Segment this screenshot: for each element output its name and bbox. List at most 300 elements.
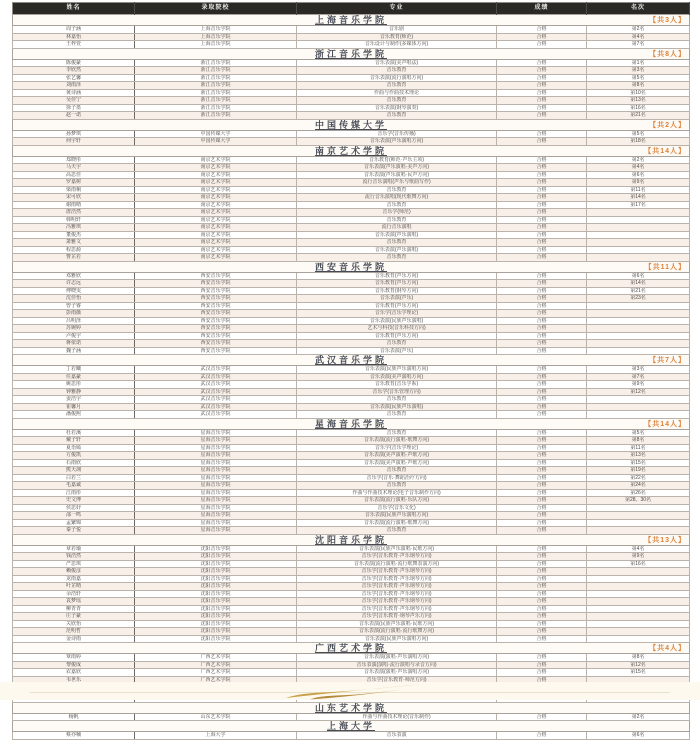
major-cell: 音乐教育(声乐方向) xyxy=(297,280,497,288)
score-cell: 合格 xyxy=(497,437,587,445)
section-header-row xyxy=(13,418,690,429)
student-row xyxy=(13,661,690,669)
school-cell: 沈阳音乐学院 xyxy=(135,545,297,553)
school-section-link[interactable]: 广西艺术学院 xyxy=(314,643,387,653)
name-cell: 潘俊熙 xyxy=(13,411,135,419)
name-cell: 周子涵 xyxy=(13,26,135,34)
school-section-link[interactable]: 山东艺术学院 xyxy=(314,702,387,713)
school-cell: 浙江音乐学院 xyxy=(135,97,297,105)
major-cell: 音乐学(音乐教育·师范方向) xyxy=(297,676,497,684)
section-header-row xyxy=(13,534,690,545)
name-cell: 蒋依诺 xyxy=(13,340,135,348)
school-cell: 星海音乐学院 xyxy=(135,527,297,535)
school-cell: 武汉音乐学院 xyxy=(135,396,297,404)
school-cell: 南京艺术学院 xyxy=(135,171,297,179)
col-header-score: 成绩 xyxy=(497,3,587,15)
school-cell: 星海音乐学院 xyxy=(135,497,297,505)
school-cell: 南京艺术学院 xyxy=(135,216,297,224)
school-cell: 南京艺术学院 xyxy=(135,179,297,187)
rank-cell: 第2名 xyxy=(587,26,690,34)
student-row xyxy=(13,504,690,512)
rank-cell: 第19名 xyxy=(587,467,690,475)
student-row xyxy=(13,489,690,497)
student-row xyxy=(13,635,690,643)
section-count-badge: 【共8人】 xyxy=(649,50,686,58)
score-cell: 合格 xyxy=(497,459,587,467)
score-cell: 合格 xyxy=(497,325,587,333)
name-cell: 任嘉豪 xyxy=(13,373,135,381)
section-header-row xyxy=(13,643,690,654)
school-cell: 沈阳音乐学院 xyxy=(135,628,297,636)
score-cell: 合格 xyxy=(497,396,587,404)
major-cell: 音乐教育 xyxy=(297,112,497,120)
section-header-cell xyxy=(13,145,690,156)
score-cell: 合格 xyxy=(497,179,587,187)
score-cell: 合格 xyxy=(497,504,587,512)
rank-cell: 第9名 xyxy=(587,381,690,389)
name-cell: 崔馨月 xyxy=(13,403,135,411)
score-cell: 合格 xyxy=(497,474,587,482)
major-cell: 音乐教育 xyxy=(297,527,497,535)
school-cell: 沈阳音乐学院 xyxy=(135,568,297,576)
score-cell: 合格 xyxy=(497,444,587,452)
name-cell: 韩明轩 xyxy=(13,216,135,224)
major-cell: 音乐学(音乐学理论) xyxy=(297,444,497,452)
school-cell: 沈阳音乐学院 xyxy=(135,605,297,613)
student-row xyxy=(13,201,690,209)
score-cell: 合格 xyxy=(497,527,587,535)
school-section-link[interactable]: 上海大学 xyxy=(326,721,375,731)
school-cell: 南京艺术学院 xyxy=(135,209,297,217)
student-row xyxy=(13,254,690,262)
name-cell: 章若瑜 xyxy=(13,545,135,553)
score-cell: 合格 xyxy=(497,613,587,621)
student-row xyxy=(13,482,690,490)
name-cell: 龙雨嘉 xyxy=(13,575,135,583)
rank-cell: 第7名 xyxy=(587,373,690,381)
student-row xyxy=(13,246,690,254)
name-cell: 范明哲 xyxy=(13,628,135,636)
major-cell: 音乐教育 xyxy=(297,254,497,262)
student-row xyxy=(13,82,690,90)
score-cell: 合格 xyxy=(497,332,587,340)
school-cell: 浙江音乐学院 xyxy=(135,89,297,97)
score-cell: 合格 xyxy=(497,732,587,740)
student-row xyxy=(13,437,690,445)
name-cell: 陈俊豪 xyxy=(13,59,135,67)
student-row xyxy=(13,209,690,217)
school-cell: 沈阳音乐学院 xyxy=(135,560,297,568)
rank-cell xyxy=(587,635,690,643)
school-cell: 沈阳音乐学院 xyxy=(135,613,297,621)
name-cell: 宋可欣 xyxy=(13,194,135,202)
rank-cell xyxy=(587,411,690,419)
rank-cell: 第23名 xyxy=(587,295,690,303)
student-row xyxy=(13,467,690,475)
school-cell: 武汉音乐学院 xyxy=(135,403,297,411)
rank-cell xyxy=(587,512,690,520)
score-cell: 合格 xyxy=(497,246,587,254)
name-cell: 邵一鸣 xyxy=(13,512,135,520)
rank-cell: 第2名 xyxy=(587,156,690,164)
rank-cell xyxy=(587,302,690,310)
name-cell: 杜若溪 xyxy=(13,429,135,437)
admissions-table-wrap xyxy=(12,2,690,740)
section-header-row xyxy=(13,15,690,26)
name-cell: 曾子睿 xyxy=(13,302,135,310)
major-cell: 音乐表演(美声演唱·声歌方向) xyxy=(297,452,497,460)
school-cell: 广西艺术学院 xyxy=(135,654,297,662)
score-cell: 合格 xyxy=(497,138,587,146)
section-header-cell xyxy=(13,702,690,713)
school-section-link[interactable]: 中国传媒大学 xyxy=(314,119,387,130)
rank-cell: 第13名 xyxy=(587,97,690,105)
rank-cell: 第5名 xyxy=(587,130,690,138)
score-cell: 合格 xyxy=(497,186,587,194)
major-cell: 音乐学(音乐教育·声乐钢琴方向) xyxy=(297,605,497,613)
rank-cell: 第5名 xyxy=(587,429,690,437)
rank-cell xyxy=(587,332,690,340)
section-header-row xyxy=(13,355,690,366)
section-count-badge: 【共14人】 xyxy=(644,420,686,428)
rank-cell xyxy=(587,224,690,232)
score-cell: 合格 xyxy=(497,553,587,561)
score-cell: 合格 xyxy=(497,97,587,105)
student-row xyxy=(13,444,690,452)
rank-cell: 第8名 xyxy=(587,437,690,445)
score-cell: 合格 xyxy=(497,635,587,643)
score-cell: 合格 xyxy=(497,59,587,67)
name-cell: 夏语嫣 xyxy=(13,444,135,452)
student-row xyxy=(13,186,690,194)
name-cell: 熊天翊 xyxy=(13,467,135,475)
school-cell: 沈阳音乐学院 xyxy=(135,583,297,591)
rank-cell xyxy=(587,590,690,598)
major-cell: 音乐教育 xyxy=(297,201,497,209)
footer-band xyxy=(0,682,700,700)
name-cell: 苏婉婷 xyxy=(13,325,135,333)
student-row xyxy=(13,67,690,75)
school-cell: 山东艺术学院 xyxy=(135,713,297,721)
section-header-row xyxy=(13,145,690,156)
rank-cell: 第26名 xyxy=(587,489,690,497)
major-cell: 音乐表演(民族声乐演唱) xyxy=(297,317,497,325)
name-cell: 赖俊彦 xyxy=(13,568,135,576)
student-row xyxy=(13,194,690,202)
col-header-major: 专业 xyxy=(297,3,497,15)
name-cell: 黄诗涵 xyxy=(13,89,135,97)
school-cell: 星海音乐学院 xyxy=(135,512,297,520)
major-cell: 音乐教育(钢琴方向) xyxy=(297,287,497,295)
student-row xyxy=(13,381,690,389)
score-cell: 合格 xyxy=(497,272,587,280)
major-cell: 音乐学(音乐传播) xyxy=(297,130,497,138)
major-cell: 音乐学(音乐学理论) xyxy=(297,310,497,318)
score-cell: 合格 xyxy=(497,310,587,318)
rank-cell xyxy=(587,231,690,239)
section-count-badge: 【共13人】 xyxy=(644,536,686,544)
student-row xyxy=(13,553,690,561)
school-cell: 南京艺术学院 xyxy=(135,164,297,172)
score-cell: 合格 xyxy=(497,317,587,325)
rank-cell: 第9名 xyxy=(587,553,690,561)
student-row xyxy=(13,179,690,187)
school-cell: 南京艺术学院 xyxy=(135,254,297,262)
name-cell: 孟繁锦 xyxy=(13,519,135,527)
rank-cell xyxy=(587,598,690,606)
school-cell: 西安音乐学院 xyxy=(135,332,297,340)
school-cell: 星海音乐学院 xyxy=(135,504,297,512)
rank-cell xyxy=(587,628,690,636)
major-cell: 音乐表演(民族声乐演唱方向) xyxy=(297,512,497,520)
major-cell: 音乐表演(流行演唱·流行歌舞表演方向) xyxy=(297,560,497,568)
name-cell: 李欣然 xyxy=(13,67,135,75)
major-cell: 音乐教育 xyxy=(297,239,497,247)
school-cell: 星海音乐学院 xyxy=(135,437,297,445)
school-section-link[interactable]: 星海音乐学院 xyxy=(314,418,387,429)
score-cell: 合格 xyxy=(497,82,587,90)
student-row xyxy=(13,628,690,636)
student-row xyxy=(13,239,690,247)
student-row xyxy=(13,26,690,34)
major-cell: 音乐表演(美声唱法) xyxy=(297,59,497,67)
name-cell: 彭雨薇 xyxy=(13,310,135,318)
school-cell: 武汉音乐学院 xyxy=(135,411,297,419)
name-cell: 罗嘉树 xyxy=(13,179,135,187)
student-row xyxy=(13,452,690,460)
name-cell: 刘雨泽 xyxy=(13,82,135,90)
score-cell: 合格 xyxy=(497,67,587,75)
score-cell: 合格 xyxy=(497,605,587,613)
name-cell: 秦子悦 xyxy=(13,527,135,535)
student-row xyxy=(13,497,690,505)
score-cell: 合格 xyxy=(497,74,587,82)
school-section-link[interactable]: 上海音乐学院 xyxy=(314,15,387,25)
score-cell: 合格 xyxy=(497,209,587,217)
student-row xyxy=(13,302,690,310)
school-cell: 南京艺术学院 xyxy=(135,239,297,247)
school-cell: 武汉音乐学院 xyxy=(135,366,297,374)
name-cell: 萧雅文 xyxy=(13,239,135,247)
major-cell: 音乐表演(民族声乐演唱·民歌方向) xyxy=(297,620,497,628)
school-cell: 浙江音乐学院 xyxy=(135,74,297,82)
score-cell: 合格 xyxy=(497,411,587,419)
name-cell: 韦世乐 xyxy=(13,676,135,684)
rank-cell: 第16名 xyxy=(587,560,690,568)
section-header-cell xyxy=(13,418,690,429)
school-cell: 武汉音乐学院 xyxy=(135,388,297,396)
rank-cell: 第14名 xyxy=(587,194,690,202)
name-cell: 曹芷若 xyxy=(13,254,135,262)
student-row xyxy=(13,310,690,318)
major-cell: 音乐学(师范) xyxy=(297,209,497,217)
student-row xyxy=(13,396,690,404)
school-cell: 上海音乐学院 xyxy=(135,33,297,41)
rank-cell: 第12名 xyxy=(587,388,690,396)
student-row xyxy=(13,138,690,146)
rank-cell: 第11名 xyxy=(587,186,690,194)
section-count-badge: 【共7人】 xyxy=(649,357,686,364)
score-cell: 合格 xyxy=(497,560,587,568)
name-cell: 方俊凯 xyxy=(13,452,135,460)
major-cell: 音乐表演(流行演唱·歌舞方向) xyxy=(297,437,497,445)
score-cell: 合格 xyxy=(497,130,587,138)
major-cell: 音乐学(音乐教育·声乐钢琴方向) xyxy=(297,568,497,576)
name-cell: 覃雨婷 xyxy=(13,654,135,662)
name-cell: 许志远 xyxy=(13,280,135,288)
section-header-row xyxy=(13,261,690,272)
score-cell: 合格 xyxy=(497,519,587,527)
student-row xyxy=(13,459,690,467)
score-cell: 合格 xyxy=(497,598,587,606)
student-row xyxy=(13,373,690,381)
school-cell: 沈阳音乐学院 xyxy=(135,635,297,643)
name-cell: 柳青青 xyxy=(13,605,135,613)
school-section-link[interactable]: 武汉音乐学院 xyxy=(314,355,387,365)
major-cell: 音乐学(音乐教育·声乐钢琴方向) xyxy=(297,598,497,606)
student-row xyxy=(13,224,690,232)
school-cell: 沈阳音乐学院 xyxy=(135,620,297,628)
score-cell: 合格 xyxy=(497,216,587,224)
rank-cell: 第14名 xyxy=(587,280,690,288)
score-cell: 合格 xyxy=(497,302,587,310)
score-cell: 合格 xyxy=(497,497,587,505)
rank-cell xyxy=(587,246,690,254)
rank-cell: 第21名 xyxy=(587,287,690,295)
score-cell: 合格 xyxy=(497,620,587,628)
major-cell: 音乐教育 xyxy=(297,396,497,404)
name-cell: 石雨欣 xyxy=(13,459,135,467)
school-cell: 沈阳音乐学院 xyxy=(135,598,297,606)
school-cell: 星海音乐学院 xyxy=(135,519,297,527)
score-cell: 合格 xyxy=(497,669,587,677)
gold-swoosh-logo xyxy=(280,683,420,701)
student-row xyxy=(13,112,690,120)
school-cell: 星海音乐学院 xyxy=(135,429,297,437)
school-cell: 上海音乐学院 xyxy=(135,26,297,34)
name-cell: 史文博 xyxy=(13,497,135,505)
student-row xyxy=(13,713,690,721)
name-cell: 冯雅琪 xyxy=(13,224,135,232)
major-cell: 音乐教育(声乐方向) xyxy=(297,272,497,280)
school-cell: 南京艺术学院 xyxy=(135,186,297,194)
student-row xyxy=(13,366,690,374)
rank-cell: 第15名 xyxy=(587,459,690,467)
score-cell: 合格 xyxy=(497,224,587,232)
student-row xyxy=(13,560,690,568)
student-row xyxy=(13,216,690,224)
student-row xyxy=(13,295,690,303)
rank-cell: 第8名 xyxy=(587,654,690,662)
name-cell: 白若兰 xyxy=(13,474,135,482)
major-cell: 音乐表演(声乐演唱) xyxy=(297,231,497,239)
student-row xyxy=(13,41,690,49)
student-row xyxy=(13,598,690,606)
school-cell: 星海音乐学院 xyxy=(135,489,297,497)
major-cell: 音乐表演(流行演唱方向) xyxy=(297,74,497,82)
score-cell: 合格 xyxy=(497,429,587,437)
school-section-link[interactable]: 沈阳音乐学院 xyxy=(314,534,387,545)
rank-cell xyxy=(587,239,690,247)
major-cell: 音乐表演(民族声乐演唱·民歌方向) xyxy=(297,545,497,553)
major-cell: 音乐学(音乐·舞蹈治疗方向) xyxy=(297,474,497,482)
school-cell: 星海音乐学院 xyxy=(135,444,297,452)
score-cell: 合格 xyxy=(497,590,587,598)
major-cell: 音乐教育(师范·声乐主项) xyxy=(297,156,497,164)
school-cell: 浙江音乐学院 xyxy=(135,67,297,75)
rank-cell xyxy=(587,403,690,411)
name-cell: 马天宇 xyxy=(13,164,135,172)
score-cell: 合格 xyxy=(497,33,587,41)
score-cell: 合格 xyxy=(497,104,587,112)
rank-cell: 第6名 xyxy=(587,732,690,740)
school-cell: 武汉音乐学院 xyxy=(135,381,297,389)
school-section-link[interactable]: 南京艺术学院 xyxy=(314,145,387,156)
name-cell: 高思佳 xyxy=(13,171,135,179)
student-row xyxy=(13,527,690,535)
section-count-badge: 【共11人】 xyxy=(644,263,686,271)
school-cell: 星海音乐学院 xyxy=(135,474,297,482)
name-cell: 吕明泽 xyxy=(13,317,135,325)
school-section-link[interactable]: 西安音乐学院 xyxy=(314,261,387,272)
rank-cell xyxy=(587,568,690,576)
rank-cell xyxy=(587,396,690,404)
score-cell: 合格 xyxy=(497,575,587,583)
table-header-row xyxy=(13,3,690,15)
school-cell: 南京艺术学院 xyxy=(135,224,297,232)
rank-cell xyxy=(587,527,690,535)
major-cell: 音乐教育 xyxy=(297,97,497,105)
student-row xyxy=(13,287,690,295)
rank-cell: 第1名 xyxy=(587,59,690,67)
name-cell: 王梓萱 xyxy=(13,41,135,49)
rank-cell xyxy=(587,310,690,318)
section-header-cell xyxy=(13,48,690,59)
major-cell: 流行音乐演唱 xyxy=(297,224,497,232)
rank-cell xyxy=(587,583,690,591)
section-header-row xyxy=(13,702,690,713)
major-cell: 艺术与科技(音乐科技方向) xyxy=(297,325,497,333)
table-body xyxy=(13,15,690,740)
student-row xyxy=(13,74,690,82)
table-header xyxy=(13,3,690,15)
name-cell: 农嘉欣 xyxy=(13,669,135,677)
section-count-badge: 【共3人】 xyxy=(649,17,686,24)
rank-cell: 第4名 xyxy=(587,33,690,41)
score-cell: 合格 xyxy=(497,381,587,389)
school-section-link[interactable]: 浙江音乐学院 xyxy=(314,48,387,59)
score-cell: 合格 xyxy=(497,452,587,460)
school-cell: 浙江音乐学院 xyxy=(135,112,297,120)
section-count-badge: 【共4人】 xyxy=(649,645,686,652)
rank-cell: 第17名 xyxy=(587,201,690,209)
score-cell: 合格 xyxy=(497,661,587,669)
school-cell: 沈阳音乐学院 xyxy=(135,575,297,583)
name-cell: 姚思彤 xyxy=(13,381,135,389)
major-cell: 音乐表演(流行演唱·流行歌舞方向) xyxy=(297,628,497,636)
score-cell: 合格 xyxy=(497,26,587,34)
name-cell: 邓雅欣 xyxy=(13,272,135,280)
major-cell: 音乐教育 xyxy=(297,186,497,194)
name-cell: 江雨彤 xyxy=(13,489,135,497)
score-cell: 合格 xyxy=(497,194,587,202)
rank-cell xyxy=(587,340,690,348)
major-cell: 音乐表演(流行演唱·乐队方向) xyxy=(297,497,497,505)
rank-cell: 第16名 xyxy=(587,104,690,112)
major-cell: 音乐教育 xyxy=(297,340,497,348)
score-cell: 合格 xyxy=(497,568,587,576)
score-cell: 合格 xyxy=(497,239,587,247)
